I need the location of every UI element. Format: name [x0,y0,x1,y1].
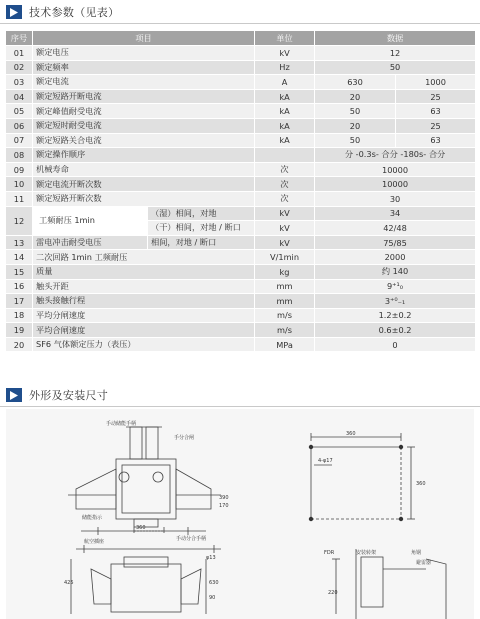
row-unit: mm [255,279,315,294]
row-value: 30 [315,191,476,206]
row-no: 06 [6,118,33,133]
label-dim-170: 170 [219,503,229,509]
header-value: 数据 [315,31,476,46]
table-row [6,235,476,250]
label-dim-90: 90 [209,595,216,601]
row-unit: 次 [255,162,315,177]
table-row [6,104,476,119]
row-sub-wet: （湿）相间，对地 [148,206,255,221]
row-no: 13 [6,235,33,250]
row-value: 0 [315,337,476,352]
row-value-630: 20 [315,89,396,104]
table-row [6,264,476,279]
row-unit: m/s [255,323,315,338]
dimension-drawing [6,409,474,619]
row-unit: MPa [255,337,315,352]
row-unit [255,148,315,163]
table-row [6,206,476,221]
row-item: 额定峰值耐受电流 [33,104,255,119]
row-unit: kA [255,104,315,119]
label-manual-close: 手分合闸 [174,435,195,441]
section-header-specs [6,3,119,21]
row-item: 额定电压 [33,46,255,61]
table-row [6,60,476,75]
row-item: 触头开距 [33,279,255,294]
row-item: 雷电冲击耐受电压 [33,235,148,250]
section-divider [0,23,480,24]
row-unit: kg [255,264,315,279]
section-title-specs: 技术参数（见表） [29,6,120,19]
row-value-1000: 25 [396,118,476,133]
row-value: 1.2±0.2 [315,308,476,323]
row-item: 工频耐压 1min [33,206,148,235]
row-unit: 次 [255,177,315,192]
drawing-svg [6,409,474,619]
row-unit: Hz [255,60,315,75]
row-no: 01 [6,46,33,61]
row-unit: mm [255,294,315,309]
row-item: 质量 [33,264,255,279]
spec-table [5,30,476,352]
row-value: 12 [315,46,476,61]
row-item: 机械寿命 [33,162,255,177]
table-row [6,46,476,61]
label-manual-open-handle: 手动分合手柄 [176,536,207,542]
row-unit: kV [255,221,315,236]
label-dim-phi13: φ13 [206,555,216,561]
label-dim-4phi17: 4-φ17 [318,458,333,464]
row-item: 额定短路开断次数 [33,191,255,206]
table-row [6,162,476,177]
row-value: 10000 [315,177,476,192]
row-no: 12 [6,206,33,235]
label-dim-360a: 360 [136,525,146,531]
row-item: 触头接触行程 [33,294,255,309]
header-item: 项目 [33,31,255,46]
row-no: 10 [6,177,33,192]
row-no: 17 [6,294,33,309]
label-dim-220: 220 [328,590,338,596]
row-item: 平均分闸速度 [33,308,255,323]
row-value: 分 -0.3s- 合分 -180s- 合分 [315,148,476,163]
table-row [6,308,476,323]
row-no: 05 [6,104,33,119]
row-no: 16 [6,279,33,294]
header-unit: 单位 [255,31,315,46]
row-value-1000: 63 [396,133,476,148]
row-value-1000: 63 [396,104,476,119]
row-item: 额定短路开断电流 [33,89,255,104]
row-no: 03 [6,75,33,90]
table-row [6,75,476,90]
row-item: 额定电流 [33,75,255,90]
row-value: 10000 [315,162,476,177]
table-row [6,118,476,133]
label-lightning-arrester: 避雷器 [416,560,432,566]
table-row [6,323,476,338]
section-divider [0,406,480,407]
row-value: 50 [315,60,476,75]
row-no: 18 [6,308,33,323]
section-title-dimensions: 外形及安装尺寸 [29,389,109,402]
row-no: 19 [6,323,33,338]
label-dim-425: 425 [64,580,74,586]
row-item: 二次回路 1min 工频耐压 [33,250,255,265]
label-dim-360c: 360 [416,481,426,487]
label-dim-390: 390 [219,495,229,501]
table-row [6,250,476,265]
row-item: 额定电流开断次数 [33,177,255,192]
row-value: 2000 [315,250,476,265]
table-row [6,177,476,192]
row-unit: kA [255,133,315,148]
row-unit: m/s [255,308,315,323]
row-item: 额定短路关合电流 [33,133,255,148]
row-value: 42/48 [315,221,476,236]
row-no: 08 [6,148,33,163]
row-value: 3⁺⁰₋₁ [315,294,476,309]
row-no: 09 [6,162,33,177]
table-row [6,133,476,148]
row-unit: kA [255,118,315,133]
header-no: 序号 [6,31,33,46]
label-dim-360b: 360 [346,431,356,437]
label-aviation-socket: 航空插座 [84,539,105,545]
row-item: 额定频率 [33,60,255,75]
row-no: 07 [6,133,33,148]
row-unit: kA [255,89,315,104]
table-header-row [6,31,476,46]
row-no: 04 [6,89,33,104]
row-unit: kV [255,206,315,221]
label-manual-energy-handle: 手动储能手柄 [106,421,137,427]
row-value-630: 50 [315,104,396,119]
label-dim-630: 630 [209,580,219,586]
row-item: SF6 气体额定压力（表压） [33,337,255,352]
row-no: 02 [6,60,33,75]
row-unit: kV [255,46,315,61]
row-no: 14 [6,250,33,265]
row-item: 平均合闸速度 [33,323,255,338]
play-arrow-icon [6,5,22,19]
row-value-630: 630 [315,75,396,90]
row-value: 9⁺¹₀ [315,279,476,294]
row-unit: 次 [255,191,315,206]
table-row [6,89,476,104]
row-value: 约 140 [315,264,476,279]
play-arrow-icon [6,388,22,402]
row-value-630: 50 [315,133,396,148]
row-unit: V/1min [255,250,315,265]
row-no: 15 [6,264,33,279]
row-unit: kV [255,235,315,250]
section-header-dimensions [6,386,108,404]
table-row [6,148,476,163]
row-no: 20 [6,337,33,352]
row-value: 0.6±0.2 [315,323,476,338]
row-item: 额定操作顺序 [33,148,255,163]
row-value: 75/85 [315,235,476,250]
label-gauge: 角钢 [411,550,422,556]
row-sub-dry: （干）相间，对地 / 断口 [148,221,255,236]
row-sub: 相间，对地 / 断口 [148,235,255,250]
row-value-630: 20 [315,118,396,133]
breaker-side-view [71,545,221,614]
row-item: 额定短时耐受电流 [33,118,255,133]
row-unit: A [255,75,315,90]
row-value-1000: 25 [396,89,476,104]
table-row [6,294,476,309]
table-row [6,191,476,206]
label-mount-bracket: 安装转架 [356,550,377,556]
label-fdr: FDR [324,550,335,556]
row-no: 11 [6,191,33,206]
row-value-1000: 1000 [396,75,476,90]
table-row [6,337,476,352]
row-value: 34 [315,206,476,221]
table-row [6,279,476,294]
label-energy-indicator: 储能指示 [82,515,103,521]
